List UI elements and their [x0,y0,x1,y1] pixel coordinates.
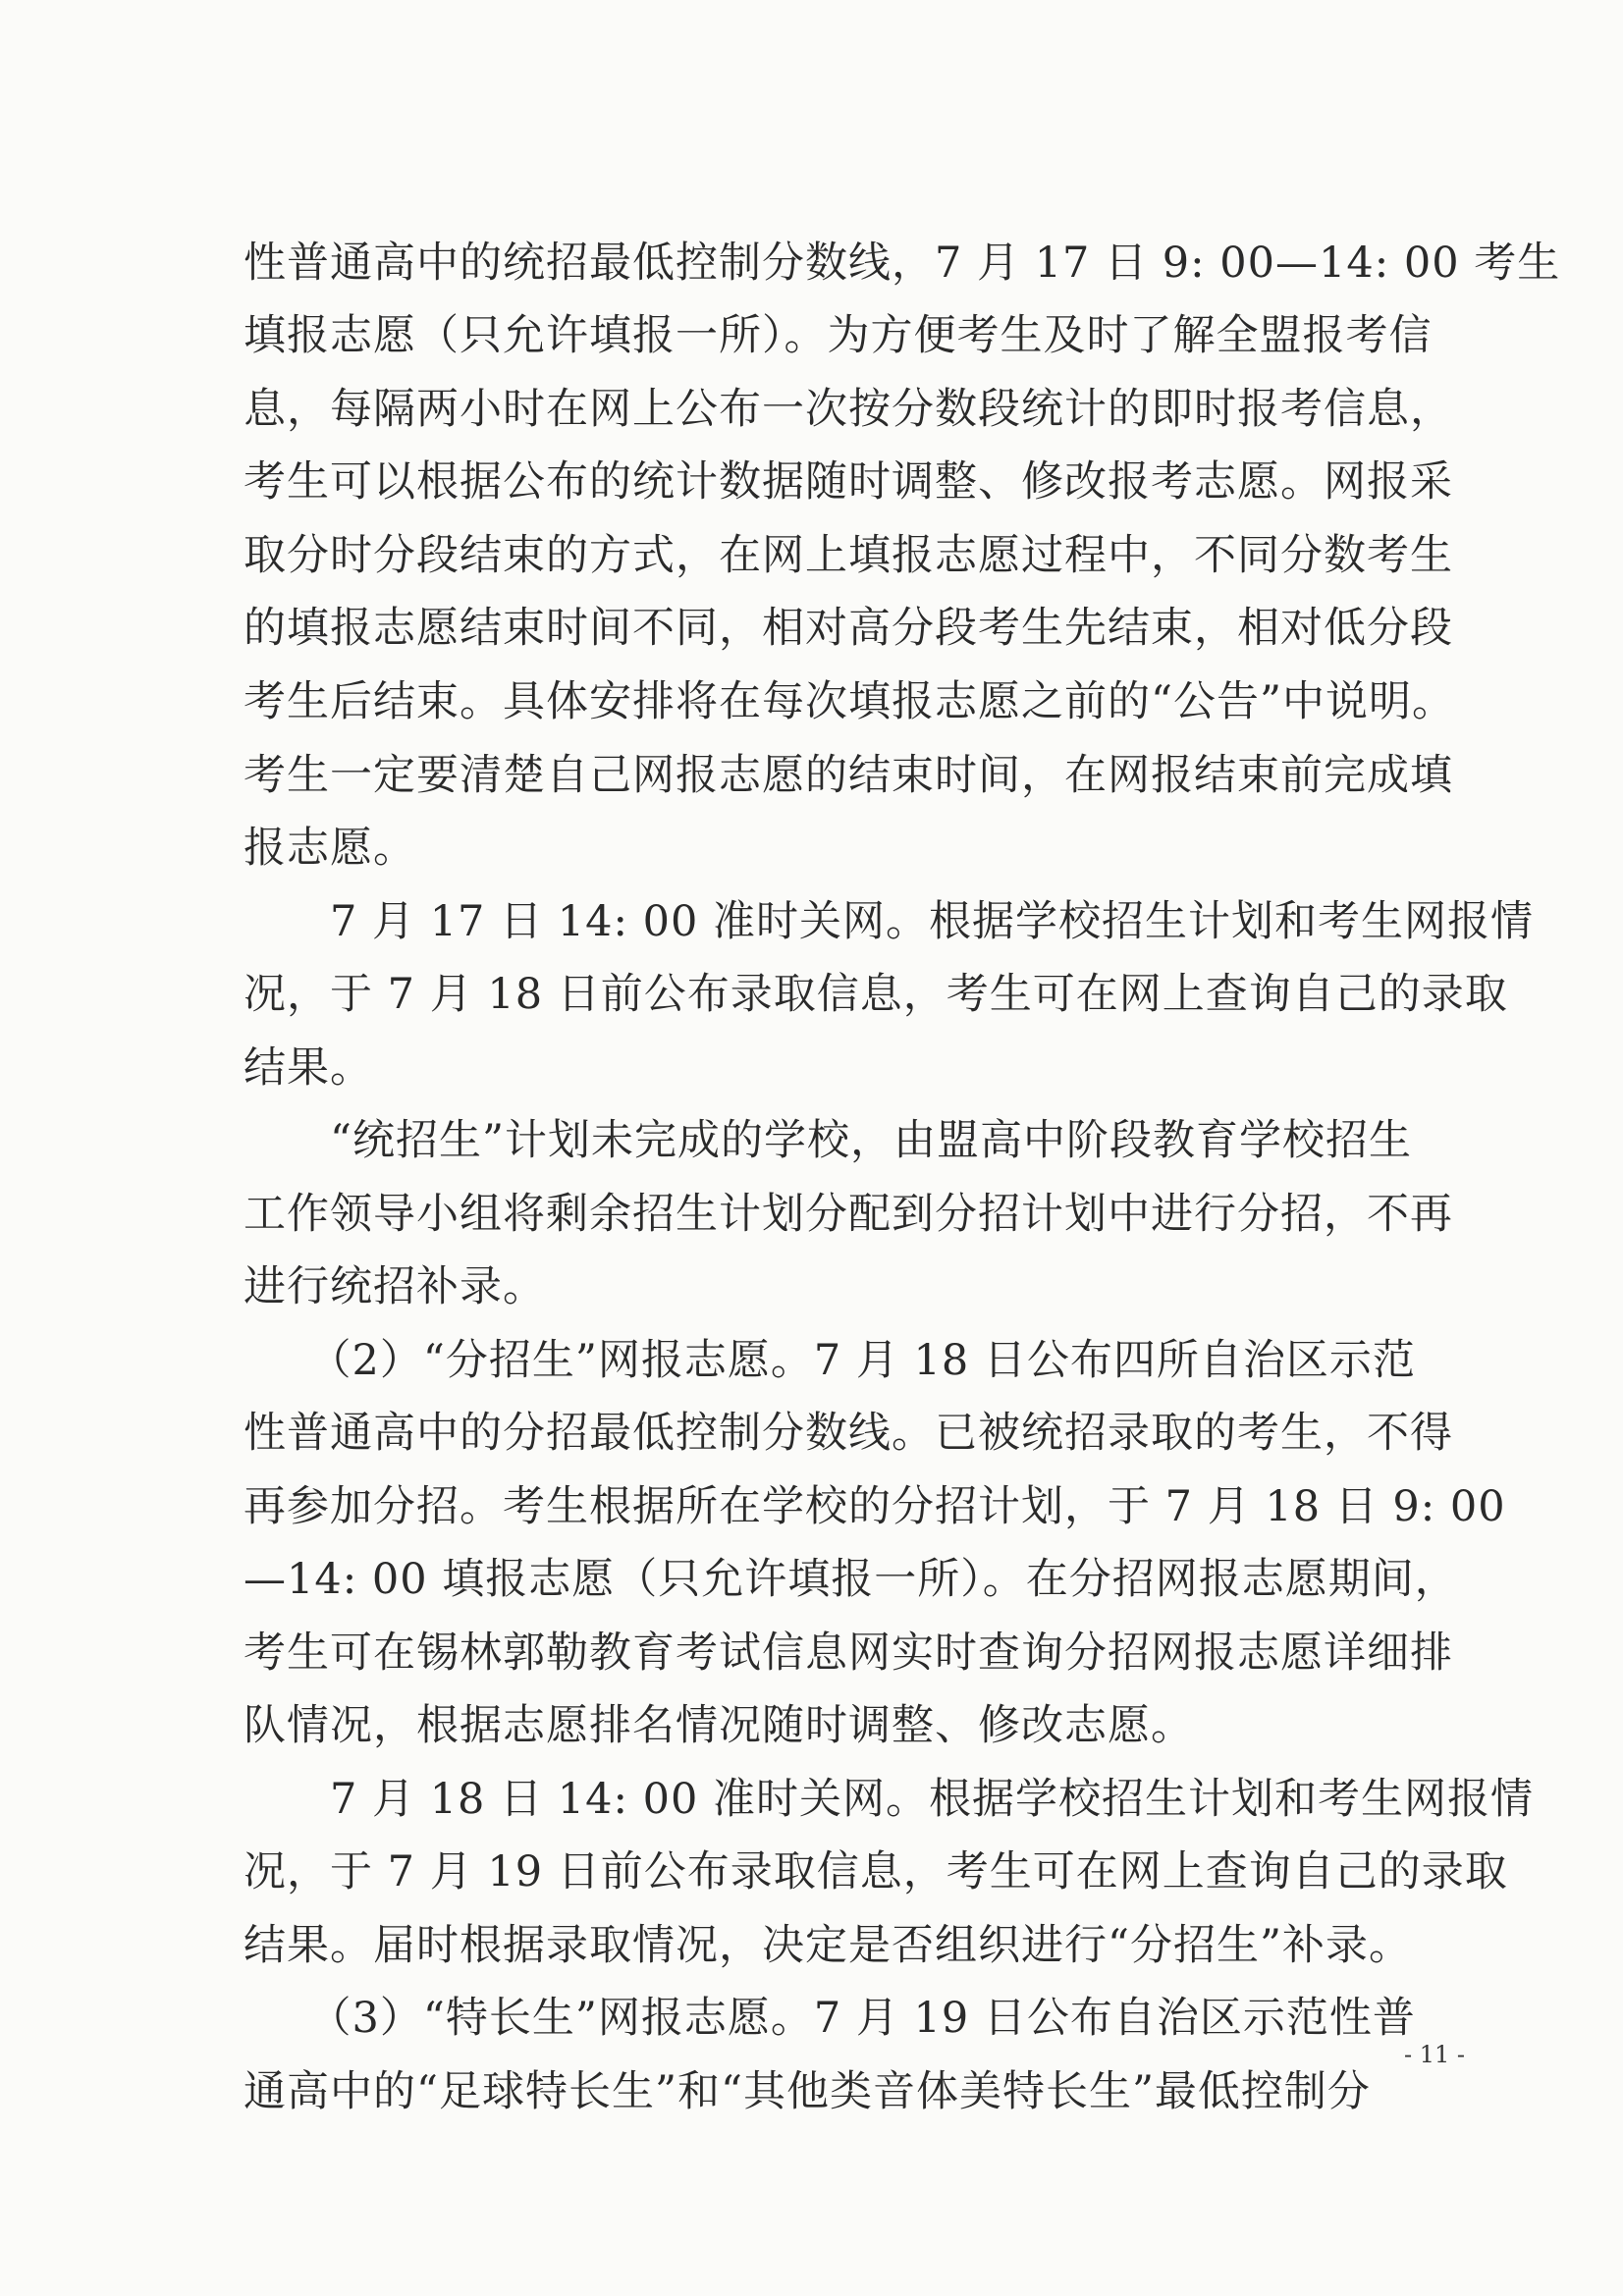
text-line: 性普通高中的统招最低控制分数线，7 月 17 日 9: 00—14: 00 考生 [243,239,1561,288]
text-line: —14: 00 填报志愿（只允许填报一所）。在分招网报志愿期间， [243,1555,1458,1604]
text-line: 取分时分段结束的方式，在网上填报志愿过程中，不同分数考生 [243,531,1453,580]
text-line: 结果。 [243,1043,373,1093]
text-line: （3）“特长生”网报志愿。7 月 19 日公布自治区示范性普 [243,1994,1416,2043]
text-line: 报志愿。 [243,824,416,873]
text-line: 考生可以根据公布的统计数据随时调整、修改报考志愿。网报采 [243,457,1453,507]
text-line: 7 月 17 日 14: 00 准时关网。根据学校招生计划和考生网报情 [243,897,1535,946]
text-line: 7 月 18 日 14: 00 准时关网。根据学校招生计划和考生网报情 [243,1775,1535,1824]
page-number: - 11 - [1404,2041,1466,2068]
text-line: 再参加分招。考生根据所在学校的分招计划，于 7 月 18 日 9: 00 [243,1482,1506,1531]
text-line: 考生一定要清楚自己网报志愿的结束时间，在网报结束前完成填 [243,751,1453,800]
text-line: 的填报志愿结束时间不同，相对高分段考生先结束，相对低分段 [243,604,1453,653]
text-line: 考生可在锡林郭勒教育考试信息网实时查询分招网报志愿详细排 [243,1629,1453,1678]
text-line: 队情况，根据志愿排名情况随时调整、修改志愿。 [243,1701,1194,1750]
text-line: “统招生”计划未完成的学校，由盟高中阶段教育学校招生 [243,1116,1412,1165]
text-line: 考生后结束。具体安排将在每次填报志愿之前的“公告”中说明。 [243,677,1455,726]
text-line: 况，于 7 月 18 日前公布录取信息，考生可在网上查询自己的录取 [243,970,1508,1019]
text-line: 结果。届时根据录取情况，决定是否组织进行“分招生”补录。 [243,1921,1412,1970]
text-line: 填报志愿（只允许填报一所）。为方便考生及时了解全盟报考信 [243,311,1433,360]
text-line: 进行统招补录。 [243,1262,546,1311]
text-line: 况，于 7 月 19 日前公布录取信息，考生可在网上查询自己的录取 [243,1847,1508,1896]
text-line: 性普通高中的分招最低控制分数线。已被统招录取的考生，不得 [243,1409,1453,1458]
text-line: 息，每隔两小时在网上公布一次按分数段统计的即时报考信息， [243,385,1453,434]
text-line: 工作领导小组将剩余招生计划分配到分招计划中进行分招，不再 [243,1190,1453,1239]
text-line: （2）“分招生”网报志愿。7 月 18 日公布四所自治区示范 [243,1336,1416,1385]
text-line: 通高中的“足球特长生”和“其他类音体美特长生”最低控制分 [243,2067,1371,2116]
